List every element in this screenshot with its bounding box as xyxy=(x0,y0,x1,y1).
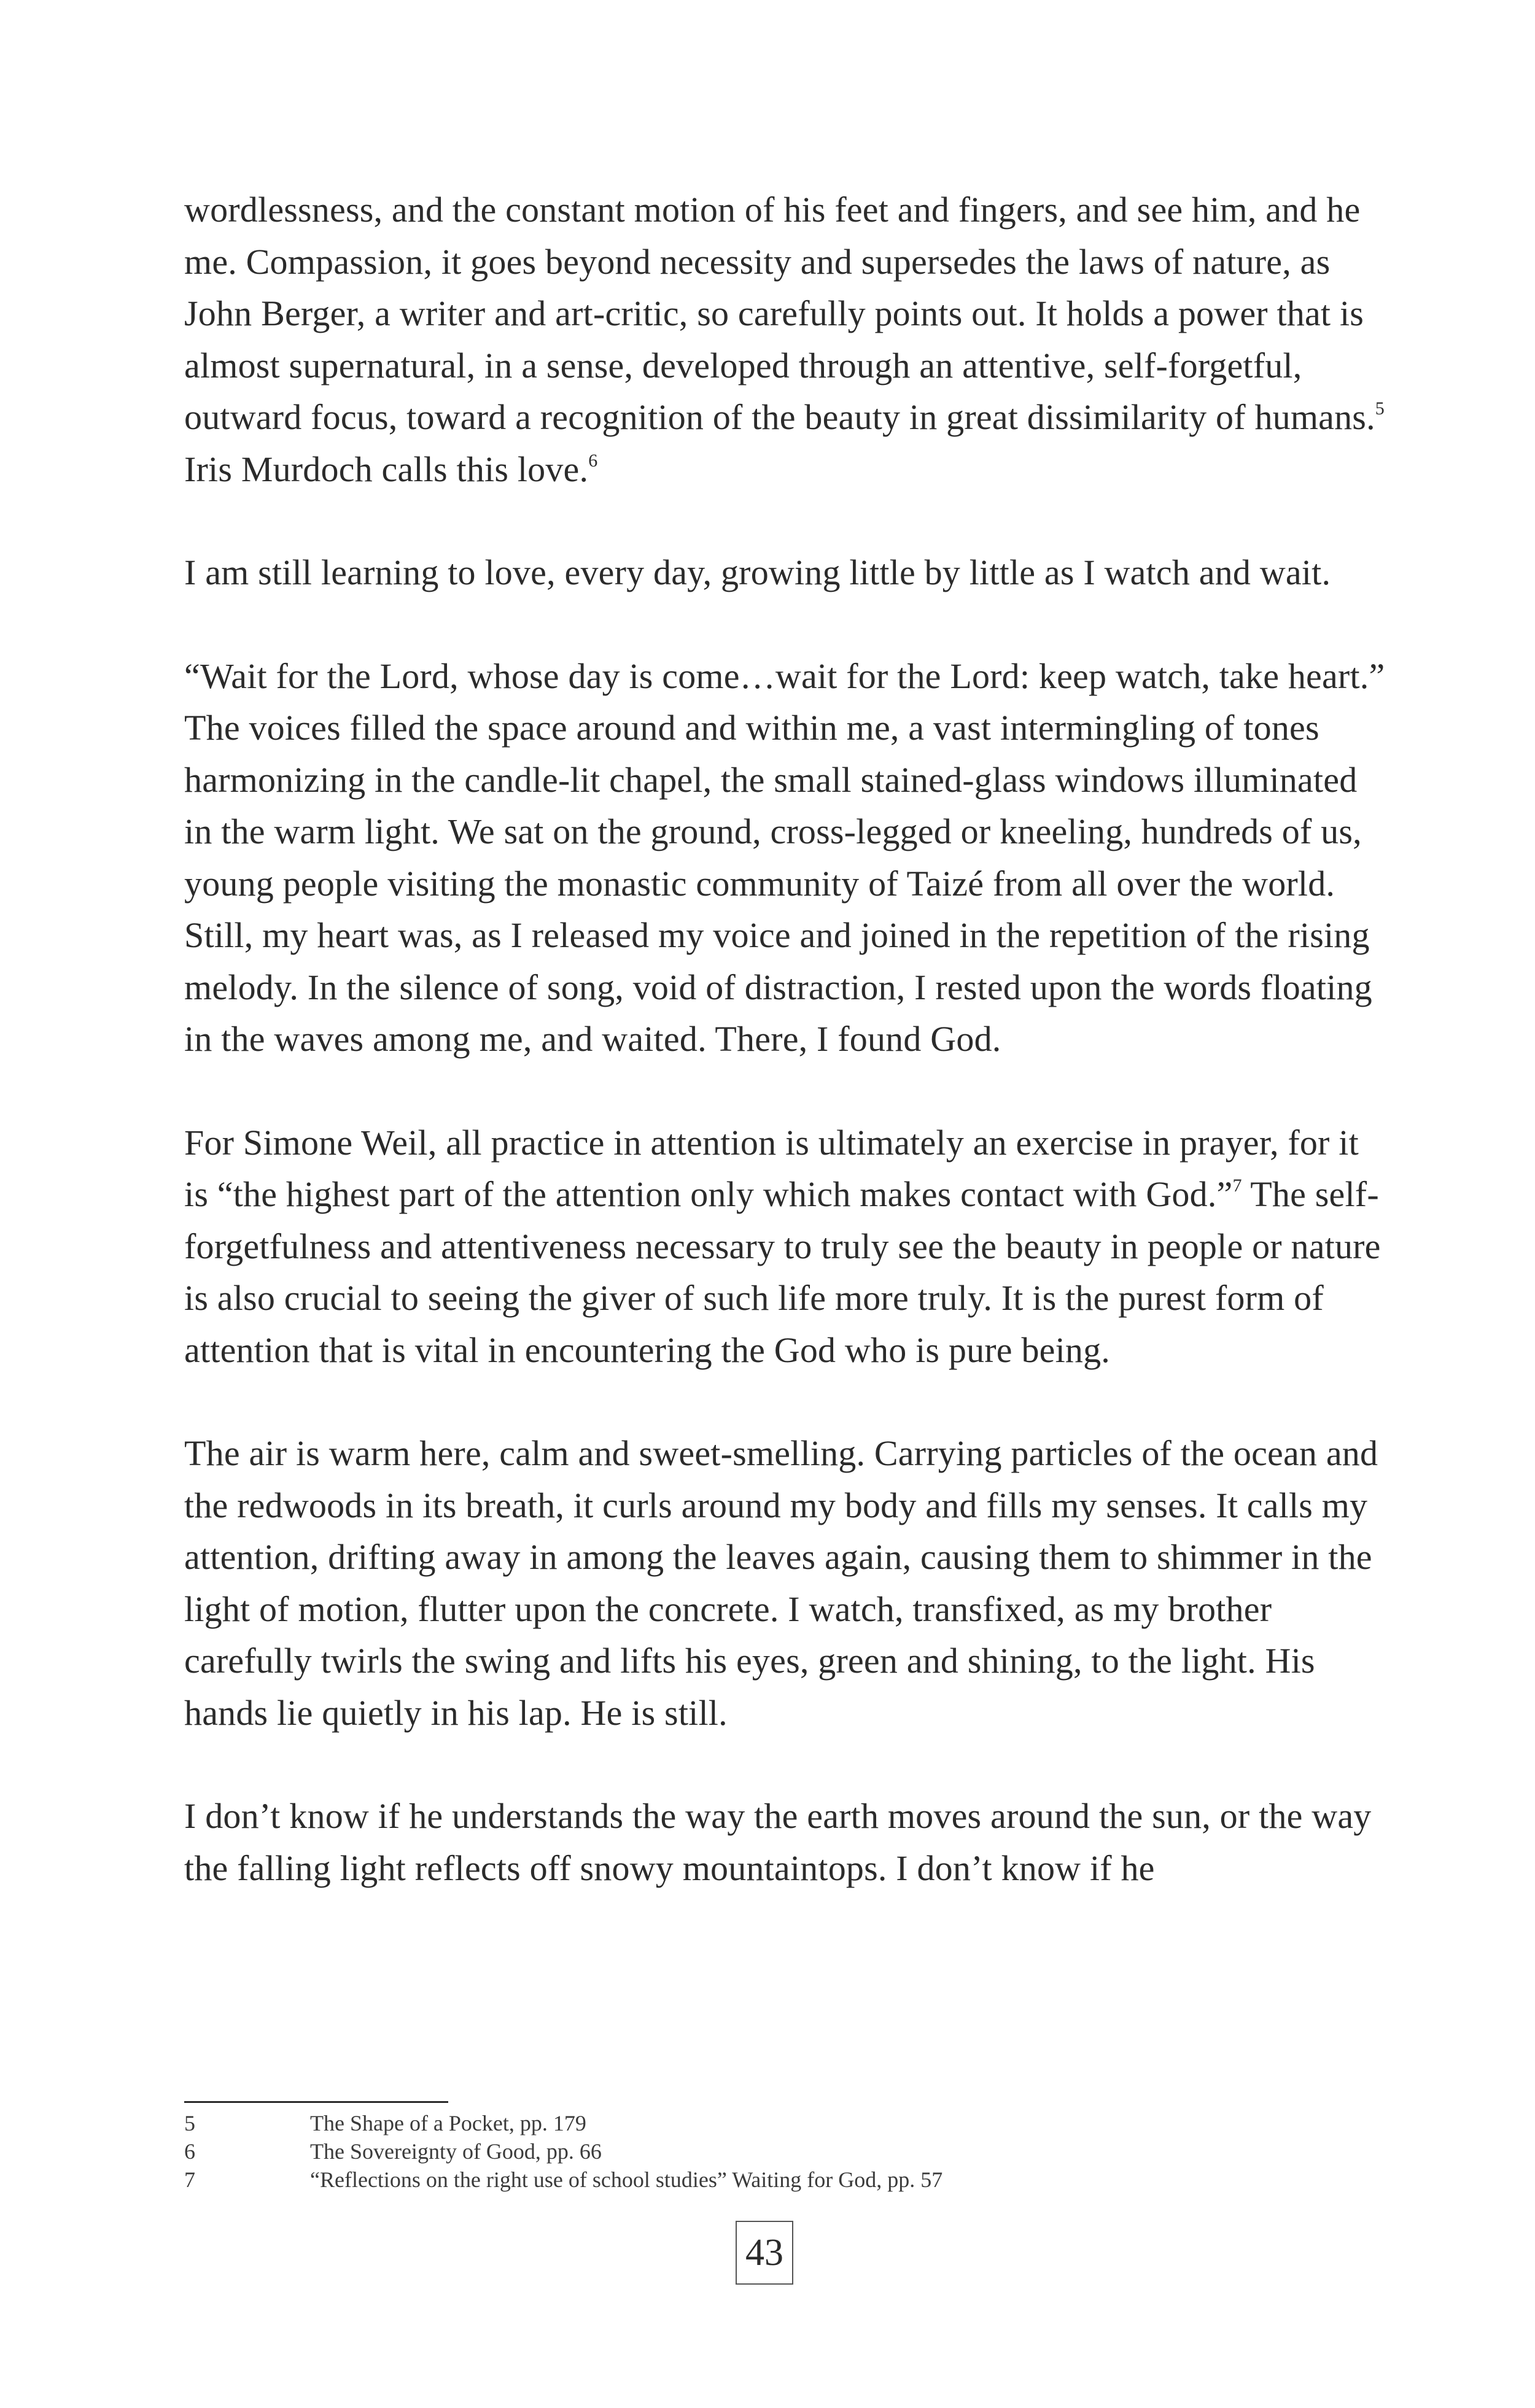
paragraph-4 xyxy=(184,1117,1388,1377)
footnote-text: “Reflections on the right use of school studies” Waiting for God, pp. 57 xyxy=(310,2167,943,2192)
paragraph-3 xyxy=(184,651,1388,1066)
footnote-6 xyxy=(184,2137,1289,2166)
paragraph-1 xyxy=(184,184,1388,495)
paragraph-1-text: wordlessness, and the constant motion of his feet and fingers, and see him, and he me. Compassion, it goes beyond necessity and supersedes the laws of nature, as John Berger, a writer and art-critic, so carefully points out. It holds a power that is almost supernatural, in a sense, developed through an attentive, self-forgetful, outward focus, toward a recognition of the beauty in great dissimilarity of humans. xyxy=(184,190,1375,437)
footnote-ref-6: 6 xyxy=(588,450,598,471)
paragraph-3-text: “Wait for the Lord, whose day is come…wait for the Lord: keep watch, take heart.” The voices filled the space around and within me, a vast intermingling of tones harmonizing in the candle-lit chapel, the small stained-glass windows illuminated in the warm light. We sat on the ground, cross-legged or kneeling, hundreds of us, young people visiting the monastic community of Taizé from all over the world. Still, my heart was, as I released my voice and joined in the repetition of the rising melody. In the silence of song, void of distraction, I rested upon the words floating in the waves among me, and waited. There, I found God. xyxy=(184,656,1385,1059)
footnote-text: The Shape of a Pocket, pp. 179 xyxy=(310,2111,586,2135)
paragraph-5 xyxy=(184,1428,1388,1739)
footnote-number: 7 xyxy=(184,2167,195,2192)
footnote-ref-7: 7 xyxy=(1232,1175,1242,1196)
paragraph-2-text: I am still learning to love, every day, growing little by little as I watch and wait. xyxy=(184,552,1331,592)
footnote-divider xyxy=(184,2101,448,2103)
paragraph-2 xyxy=(184,547,1388,599)
paragraph-5-text: The air is warm here, calm and sweet-smelling. Carrying particles of the ocean and the redwoods in its breath, it curls around my body and fills my senses. It calls my attention, drifting away in among the leaves again, causing them to shimmer in the light of motion, flutter upon the concrete. I watch, transfixed, as my brother carefully twirls the swing and lifts his eyes, green and shining, to the light. His hands lie quietly in his lap. He is still. xyxy=(184,1433,1378,1733)
body-text xyxy=(184,184,1388,1894)
footnotes xyxy=(184,2109,1289,2194)
footnote-ref-5: 5 xyxy=(1375,398,1385,419)
page-number: 43 xyxy=(736,2221,793,2285)
paragraph-4-text: For Simone Weil, all practice in attention is ultimately an exercise in prayer, for it is “the highest part of the attention only which makes contact with God.” xyxy=(184,1122,1359,1214)
footnote-number: 6 xyxy=(184,2139,195,2164)
paragraph-1-text-cont: Iris Murdoch calls this love. xyxy=(184,449,589,489)
footnote-5 xyxy=(184,2109,1289,2137)
footnote-number: 5 xyxy=(184,2111,195,2135)
paragraph-6 xyxy=(184,1791,1388,1894)
footnote-7 xyxy=(184,2166,1289,2194)
paragraph-6-text: I don’t know if he understands the way the earth moves around the sun, or the way the falling light reflects off snowy mountaintops. I don’t know if he xyxy=(184,1796,1372,1888)
footnote-text: The Sovereignty of Good, pp. 66 xyxy=(310,2139,602,2164)
paragraph-4-text-cont: The self-forgetfulness and attentiveness necessary to truly see the beauty in people or nature is also crucial to seeing the giver of such life more truly. It is the purest form of attention that is vital in encountering the God who is pure being. xyxy=(184,1174,1381,1370)
